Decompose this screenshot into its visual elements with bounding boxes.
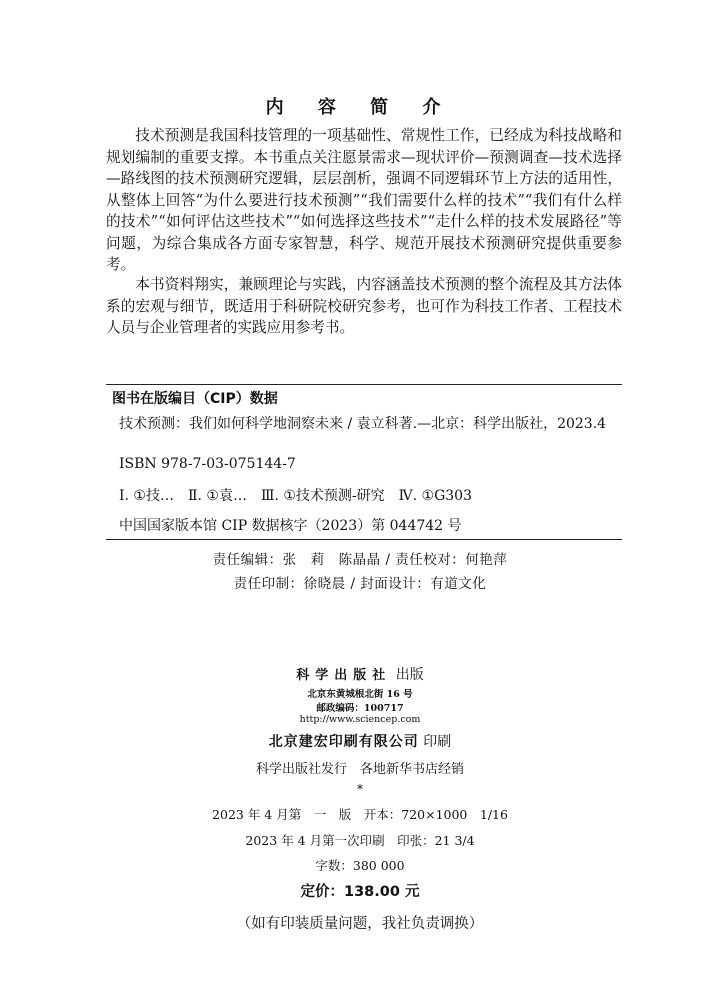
edition-line-2: 2023 年 4 月第一次印刷 印张：21 3/4 xyxy=(245,833,475,848)
summary-title: 内 容 简 介 xyxy=(265,97,455,118)
cip-bottom-rule xyxy=(106,539,622,540)
cip-heading: 图书在版编目（CIP）数据 xyxy=(112,391,278,407)
cip-record-number: 中国国家版本馆 CIP 数据核字（2023）第 044742 号 xyxy=(119,518,462,534)
distribution-line: 科学出版社发行 各地新华书店经销 xyxy=(255,762,464,777)
credits-editors: 责任编辑：张 莉 陈晶晶 / 责任校对：何艳萍 xyxy=(212,552,508,568)
publisher-website: http://www.sciencep.com xyxy=(299,714,421,725)
separator-star: * xyxy=(357,782,363,796)
cip-isbn: ISBN 978-7-03-075144-7 xyxy=(119,456,296,472)
summary-paragraph-1: 技术预测是我国科技管理的一项基础性、常规性工作，已经成为科技战略和规划编制的重要支撑。本书重点关注愿景需求—现状评价—预测调查—技术选择—路线图的技术预测研究逻辑，层层剖析，强调不同逻辑环节上方法的适用性，从整体上回答“为什么要进行技术预测”“我们需要什么样的技术”“我们有什么样的技术”“如何评估这些技术”“如何选择这些技术”“走什么样的技术发展路径”等问题，为综合集成各方面专家智慧，科学、规范开展技术预测研究提供重要参考。 xyxy=(106,127,622,273)
cip-classification: Ⅰ. ①技… Ⅱ. ①袁… Ⅲ. ①技术预测-研究 Ⅳ. ①G303 xyxy=(119,488,472,504)
word-count: 字数：380 000 xyxy=(315,858,405,873)
cip-top-rule xyxy=(106,384,622,385)
price: 定价：138.00 元 xyxy=(300,884,420,900)
publisher-address: 北京东黄城根北街 16 号 xyxy=(307,689,413,700)
printer-suffix: 印刷 xyxy=(423,734,452,750)
printer-name: 北京建宏印刷有限公司 xyxy=(268,734,419,750)
publisher-name: 科学出版社 xyxy=(296,668,392,683)
cip-description: 技术预测：我们如何科学地洞察未来 / 袁立科著.—北京：科学出版社，2023.4 xyxy=(119,416,607,432)
publisher-line xyxy=(0,664,720,684)
edition-line-1: 2023 年 4 月第 一 版 开本：720×1000 1/16 xyxy=(212,807,508,822)
printer-line xyxy=(0,731,720,751)
credits-printing: 责任印制：徐晓晨 / 封面设计：有道文化 xyxy=(233,576,487,592)
publisher-suffix: 出版 xyxy=(395,667,424,683)
publisher-postcode: 邮政编码：100717 xyxy=(316,703,404,714)
summary-paragraph-2: 本书资料翔实，兼顾理论与实践，内容涵盖技术预测的整个流程及其方法体系的宏观与细节，既适用于科研院校研究参考，也可作为科技工作者、工程技术人员与企业管理者的实践应用参考书。 xyxy=(106,276,622,336)
quality-notice: （如有印装质量问题，我社负责调换） xyxy=(236,916,484,932)
